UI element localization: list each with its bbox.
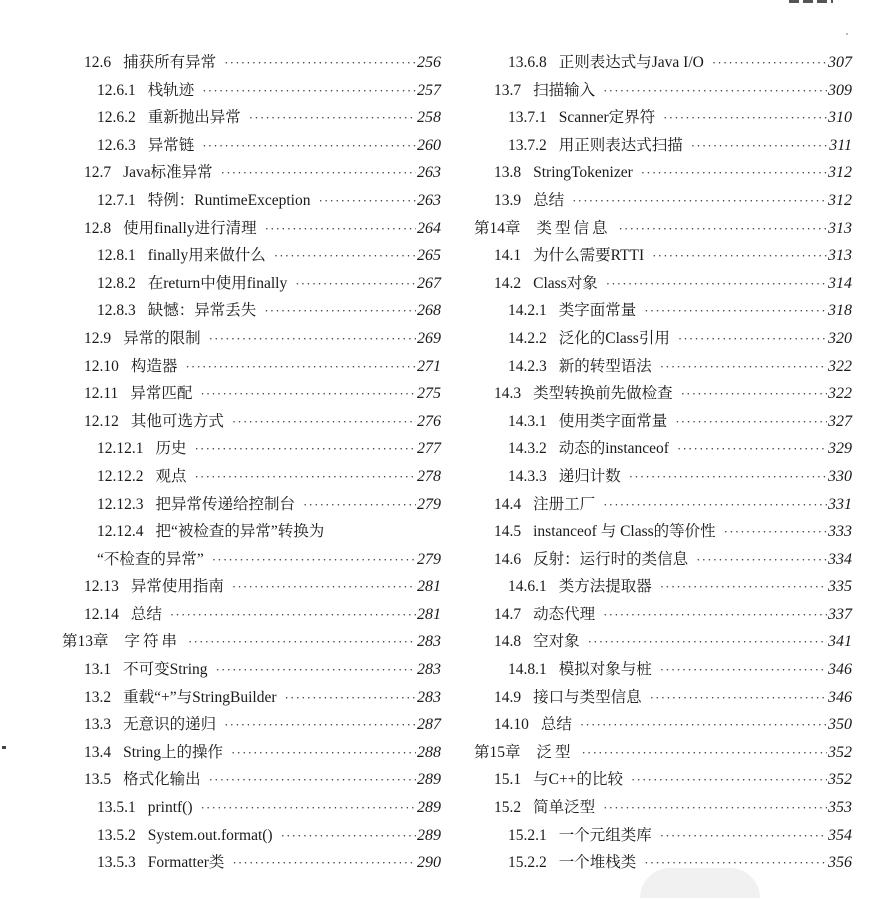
dot-leader [678, 325, 827, 353]
entry-number: 第13章 [62, 633, 109, 651]
entry-number: 第14章 [474, 219, 521, 237]
entry-title: 类型信息 [536, 219, 611, 237]
entry-title: Java标准异常 [123, 164, 213, 182]
entry-title: 栈轨迹 [147, 81, 195, 99]
entry-number: 14.7 [494, 605, 522, 623]
dot-leader [660, 656, 827, 684]
entry-title: 总结 [540, 716, 572, 734]
entry-page-number: 289 [417, 771, 441, 789]
dot-leader [603, 491, 827, 519]
entry-page-number: 334 [828, 550, 852, 568]
entry-page-number: 260 [417, 136, 441, 154]
dot-leader [619, 215, 827, 243]
entry-number: 14.3.3 [508, 467, 547, 485]
entry-number: 12.14 [84, 605, 119, 623]
entry-number: 13.1 [84, 661, 112, 679]
toc-entry[interactable] [0, 242, 852, 270]
entry-page-number: 310 [828, 109, 852, 127]
dot-leader [629, 463, 827, 491]
entry-page-number: 322 [828, 385, 852, 403]
entry-page-number: 275 [417, 385, 441, 403]
entry-page-number: 329 [828, 440, 852, 458]
entry-page-number: 312 [828, 164, 852, 182]
entry-title: 递归计数 [558, 467, 621, 485]
entry-page-number: 257 [417, 81, 441, 99]
entry-page-number: 313 [828, 247, 852, 265]
entry-title: 接口与类型信息 [533, 688, 642, 706]
dot-leader [677, 435, 827, 463]
entry-title: 总结 [533, 191, 565, 209]
entry-title: StringTokenizer [533, 164, 633, 182]
entry-page-number: 352 [828, 743, 852, 761]
entry-page-number: 356 [828, 854, 852, 872]
entry-title: 泛型 [536, 743, 574, 761]
dot-leader [660, 573, 827, 601]
entry-number: 14.3.2 [508, 440, 547, 458]
dot-leader [588, 628, 827, 656]
entry-title: 反射：运行时的类信息 [533, 550, 689, 568]
entry-number: 12.10 [84, 357, 119, 375]
entry-number: 14.8.1 [508, 661, 547, 679]
entry-page-number: 309 [828, 81, 852, 99]
entry-number: 14.1 [494, 247, 522, 265]
entry-number: 12.12.4 [97, 523, 144, 541]
dot-leader [631, 766, 827, 794]
entry-title: 扫描输入 [533, 81, 596, 99]
entry-title: 字符串 [124, 633, 181, 651]
entry-page-number: 335 [828, 578, 852, 596]
entry-page-number: 265 [417, 247, 441, 265]
entry-title: 类方法提取器 [558, 578, 652, 596]
entry-title: 历史 [155, 440, 187, 458]
entry-page-number: 276 [417, 412, 441, 430]
entry-number: 14.2.1 [508, 302, 547, 320]
entry-title: 使用finally进行清理 [123, 219, 257, 237]
entry-number: 15.2.1 [508, 826, 547, 844]
entry-title: 无意识的递归 [123, 716, 217, 734]
dot-leader [650, 684, 827, 712]
entry-page-number: 288 [417, 743, 441, 761]
entry-page-number: 258 [417, 109, 441, 127]
toc-entry[interactable] [0, 435, 852, 463]
entry-page-number: 333 [828, 523, 852, 541]
toc-entry[interactable] [0, 849, 852, 877]
entry-number: 13.5.1 [97, 799, 136, 817]
dot-leader [606, 270, 827, 298]
entry-page-number: 318 [828, 302, 852, 320]
entry-page-number: 283 [417, 633, 441, 651]
entry-title: 注册工厂 [533, 495, 596, 513]
toc-right-column [0, 49, 852, 877]
entry-number: 14.9 [494, 688, 522, 706]
entry-page-number: 311 [829, 136, 852, 154]
entry-page-number: 277 [417, 440, 441, 458]
entry-title: String上的操作 [123, 743, 224, 761]
entry-title: 观点 [155, 467, 187, 485]
entry-number: 14.10 [494, 716, 529, 734]
toc-entry[interactable] [0, 684, 852, 712]
dot-leader [582, 739, 827, 767]
entry-page-number: 268 [417, 302, 441, 320]
toc-entry[interactable] [0, 573, 852, 601]
entry-number: 14.3.1 [508, 412, 547, 430]
entry-page-number: 322 [828, 357, 852, 375]
entry-number: 13.2 [84, 688, 112, 706]
toc-chapter-entry[interactable] [0, 215, 852, 243]
toc-entry[interactable] [0, 325, 852, 353]
toc-entry[interactable] [0, 77, 852, 105]
entry-title: 重新抛出异常 [147, 109, 241, 127]
entry-title: 动态的instanceof [558, 440, 669, 458]
entry-title: 异常的限制 [123, 329, 201, 347]
entry-page-number: 290 [417, 854, 441, 872]
entry-page-number: 289 [417, 799, 441, 817]
entry-title: 在return中使用finally [147, 274, 288, 292]
entry-page-number: 264 [417, 219, 441, 237]
entry-number: 12.6 [84, 54, 112, 71]
entry-number: 12.9 [84, 329, 112, 347]
toc-entry[interactable] [0, 711, 852, 739]
toc-entry[interactable] [0, 463, 852, 491]
entry-page-number: 350 [828, 716, 852, 734]
entry-title: Formatter类 [147, 854, 225, 872]
toc-entry[interactable] [0, 159, 852, 187]
entry-title: 正则表达式与Java I/O [558, 54, 704, 71]
entry-number: 12.13 [84, 578, 119, 596]
entry-number: 12.6.2 [97, 109, 136, 127]
entry-title: 格式化输出 [123, 771, 201, 789]
entry-title: “不检查的异常” [97, 550, 204, 568]
entry-page-number: 346 [828, 688, 852, 706]
entry-page-number: 320 [828, 329, 852, 347]
dot-leader [641, 159, 827, 187]
entry-title: 缺憾：异常丢失 [147, 302, 257, 320]
entry-number: 14.3 [494, 385, 522, 403]
entry-number: 12.8 [84, 219, 112, 237]
dot-leader [660, 353, 827, 381]
entry-number: 12.11 [84, 385, 119, 403]
entry-title: 把“被检查的异常”转换为 [155, 523, 325, 541]
entry-page-number: 346 [828, 661, 852, 679]
entry-page-number: 279 [417, 550, 441, 568]
entry-number: 12.12.2 [97, 467, 144, 485]
entry-page-number: 330 [828, 467, 852, 485]
entry-number: 13.8 [494, 164, 522, 182]
entry-title: 新的转型语法 [558, 357, 652, 375]
entry-number: 12.8.2 [97, 274, 136, 292]
entry-number: 12.7 [84, 164, 112, 182]
entry-title: 一个元组类库 [558, 826, 652, 844]
entry-page-number: 337 [828, 605, 852, 623]
entry-page-number: 352 [828, 771, 852, 789]
entry-page-number: 263 [417, 164, 441, 182]
entry-title: 总结 [130, 605, 162, 623]
toc-entry[interactable] [0, 104, 852, 132]
entry-title: 把异常传递给控制台 [155, 495, 296, 513]
entry-number: 13.9 [494, 191, 522, 209]
entry-number: 14.2 [494, 274, 522, 292]
dot-leader [660, 822, 827, 850]
entry-number: 14.4 [494, 495, 522, 513]
entry-page-number: 289 [417, 826, 441, 844]
toc-chapter-entry[interactable] [0, 739, 852, 767]
entry-title: 与C++的比较 [533, 771, 623, 789]
dot-leader [572, 187, 827, 215]
entry-title: 类字面常量 [558, 302, 637, 320]
entry-title: Scanner定界符 [558, 109, 656, 127]
entry-title: 动态代理 [533, 605, 596, 623]
entry-page-number: 278 [417, 467, 441, 485]
entry-number: 13.4 [84, 743, 112, 761]
toc-entry[interactable] [0, 353, 852, 381]
entry-title: finally用来做什么 [147, 247, 266, 265]
entry-page-number: 354 [828, 826, 852, 844]
entry-number: 14.6 [494, 550, 522, 568]
entry-page-number: 341 [828, 633, 852, 651]
entry-page-number: 314 [828, 274, 852, 292]
dot-leader [724, 518, 827, 546]
entry-number: 14.5 [494, 523, 522, 541]
entry-page-number: 281 [417, 605, 441, 623]
toc-entry[interactable] [0, 656, 852, 684]
entry-title: 一个堆栈类 [558, 854, 637, 872]
entry-title: 不可变String [123, 661, 208, 679]
dot-leader [644, 849, 827, 877]
entry-number: 12.12 [84, 412, 119, 430]
entry-number: 12.8.1 [97, 247, 136, 265]
dot-leader [691, 132, 828, 160]
entry-number: 15.2.2 [508, 854, 547, 872]
entry-title: 用正则表达式扫描 [558, 136, 683, 154]
entry-number: 13.7 [494, 81, 522, 99]
entry-number: 15.2 [494, 799, 522, 817]
entry-title: 异常链 [147, 136, 195, 154]
entry-title: 构造器 [130, 357, 178, 375]
entry-title: 简单泛型 [533, 799, 596, 817]
entry-page-number: 283 [417, 688, 441, 706]
entry-title: System.out.format() [147, 826, 273, 844]
entry-number: 13.3 [84, 716, 112, 734]
dot-leader [652, 242, 827, 270]
toc-entry[interactable] [0, 270, 852, 298]
entry-title: 其他可选方式 [130, 412, 224, 430]
dot-leader [681, 380, 827, 408]
entry-title: 重载“+”与StringBuilder [123, 688, 277, 706]
entry-number: 13.5.3 [97, 854, 136, 872]
entry-number: 12.6.3 [97, 136, 136, 154]
entry-page-number: 331 [828, 495, 852, 513]
entry-title: Class对象 [533, 274, 598, 292]
page-header-mark [789, 0, 833, 3]
entry-title: 为什么需要RTTI [533, 247, 645, 265]
entry-number: 12.12.3 [97, 495, 144, 513]
entry-number: 13.7.1 [508, 109, 547, 127]
toc-entry[interactable] [0, 187, 852, 215]
entry-number: 第15章 [474, 743, 521, 761]
toc-entry[interactable] [0, 491, 852, 519]
entry-page-number: 271 [417, 357, 441, 375]
entry-number: 12.7.1 [97, 191, 136, 209]
entry-page-number: 269 [417, 329, 441, 347]
entry-page-number: 287 [417, 716, 441, 734]
dot-leader [675, 408, 827, 436]
entry-page-number: 281 [417, 578, 441, 596]
dot-leader [644, 297, 827, 325]
entry-page-number: 267 [417, 274, 441, 292]
dot-leader [663, 104, 827, 132]
toc-entry[interactable] [0, 297, 852, 325]
toc-entry[interactable] [0, 822, 852, 850]
entry-number: 13.6.8 [508, 54, 547, 71]
entry-title: 捕获所有异常 [123, 54, 217, 71]
entry-title: 使用类字面常量 [558, 412, 668, 430]
entry-title: 特例：RuntimeException [147, 191, 311, 209]
entry-number: 13.5 [84, 771, 112, 789]
entry-number: 14.6.1 [508, 578, 547, 596]
scan-speck [846, 33, 848, 35]
dot-leader [603, 794, 827, 822]
entry-page-number: 263 [417, 191, 441, 209]
entry-page-number: 256 [417, 54, 441, 71]
entry-title: printf() [147, 799, 193, 817]
entry-title: 空对象 [533, 633, 580, 651]
toc-entry[interactable] [0, 408, 852, 436]
entry-number: 14.2.2 [508, 329, 547, 347]
entry-page-number: 312 [828, 191, 852, 209]
entry-title: 异常匹配 [130, 385, 193, 403]
dot-leader [603, 77, 827, 105]
entry-number: 14.8 [494, 633, 522, 651]
entry-number: 15.1 [494, 771, 522, 789]
entry-number: 12.12.1 [97, 440, 144, 458]
entry-number: 12.8.3 [97, 302, 136, 320]
entry-number: 13.5.2 [97, 826, 136, 844]
entry-title: 类型转换前先做检查 [533, 385, 673, 403]
toc-entry[interactable] [0, 546, 852, 574]
entry-page-number: 313 [828, 219, 852, 237]
entry-number: 13.7.2 [508, 136, 547, 154]
dot-leader [696, 546, 827, 574]
toc-entry[interactable] [0, 518, 852, 546]
entry-page-number: 353 [828, 799, 852, 817]
toc-entry[interactable] [0, 601, 852, 629]
toc-entry[interactable] [0, 49, 852, 77]
dot-leader [712, 49, 827, 77]
entry-page-number: 283 [417, 661, 441, 679]
toc-entry[interactable] [0, 766, 852, 794]
entry-title: instanceof 与 Class的等价性 [533, 523, 716, 541]
entry-title: 模拟对象与桩 [558, 661, 652, 679]
entry-title: 异常使用指南 [130, 578, 224, 596]
toc-entry[interactable] [0, 380, 852, 408]
entry-page-number: 279 [417, 495, 441, 513]
dot-leader [603, 601, 827, 629]
toc-entry[interactable] [0, 628, 852, 656]
entry-page-number: 327 [828, 412, 852, 430]
toc-entry[interactable] [0, 794, 852, 822]
toc-entry[interactable] [0, 132, 852, 160]
entry-title: 泛化的Class引用 [558, 329, 670, 347]
entry-page-number: 307 [828, 54, 852, 71]
dot-leader [580, 711, 827, 739]
entry-number: 14.2.3 [508, 357, 547, 375]
entry-number: 12.6.1 [97, 81, 136, 99]
